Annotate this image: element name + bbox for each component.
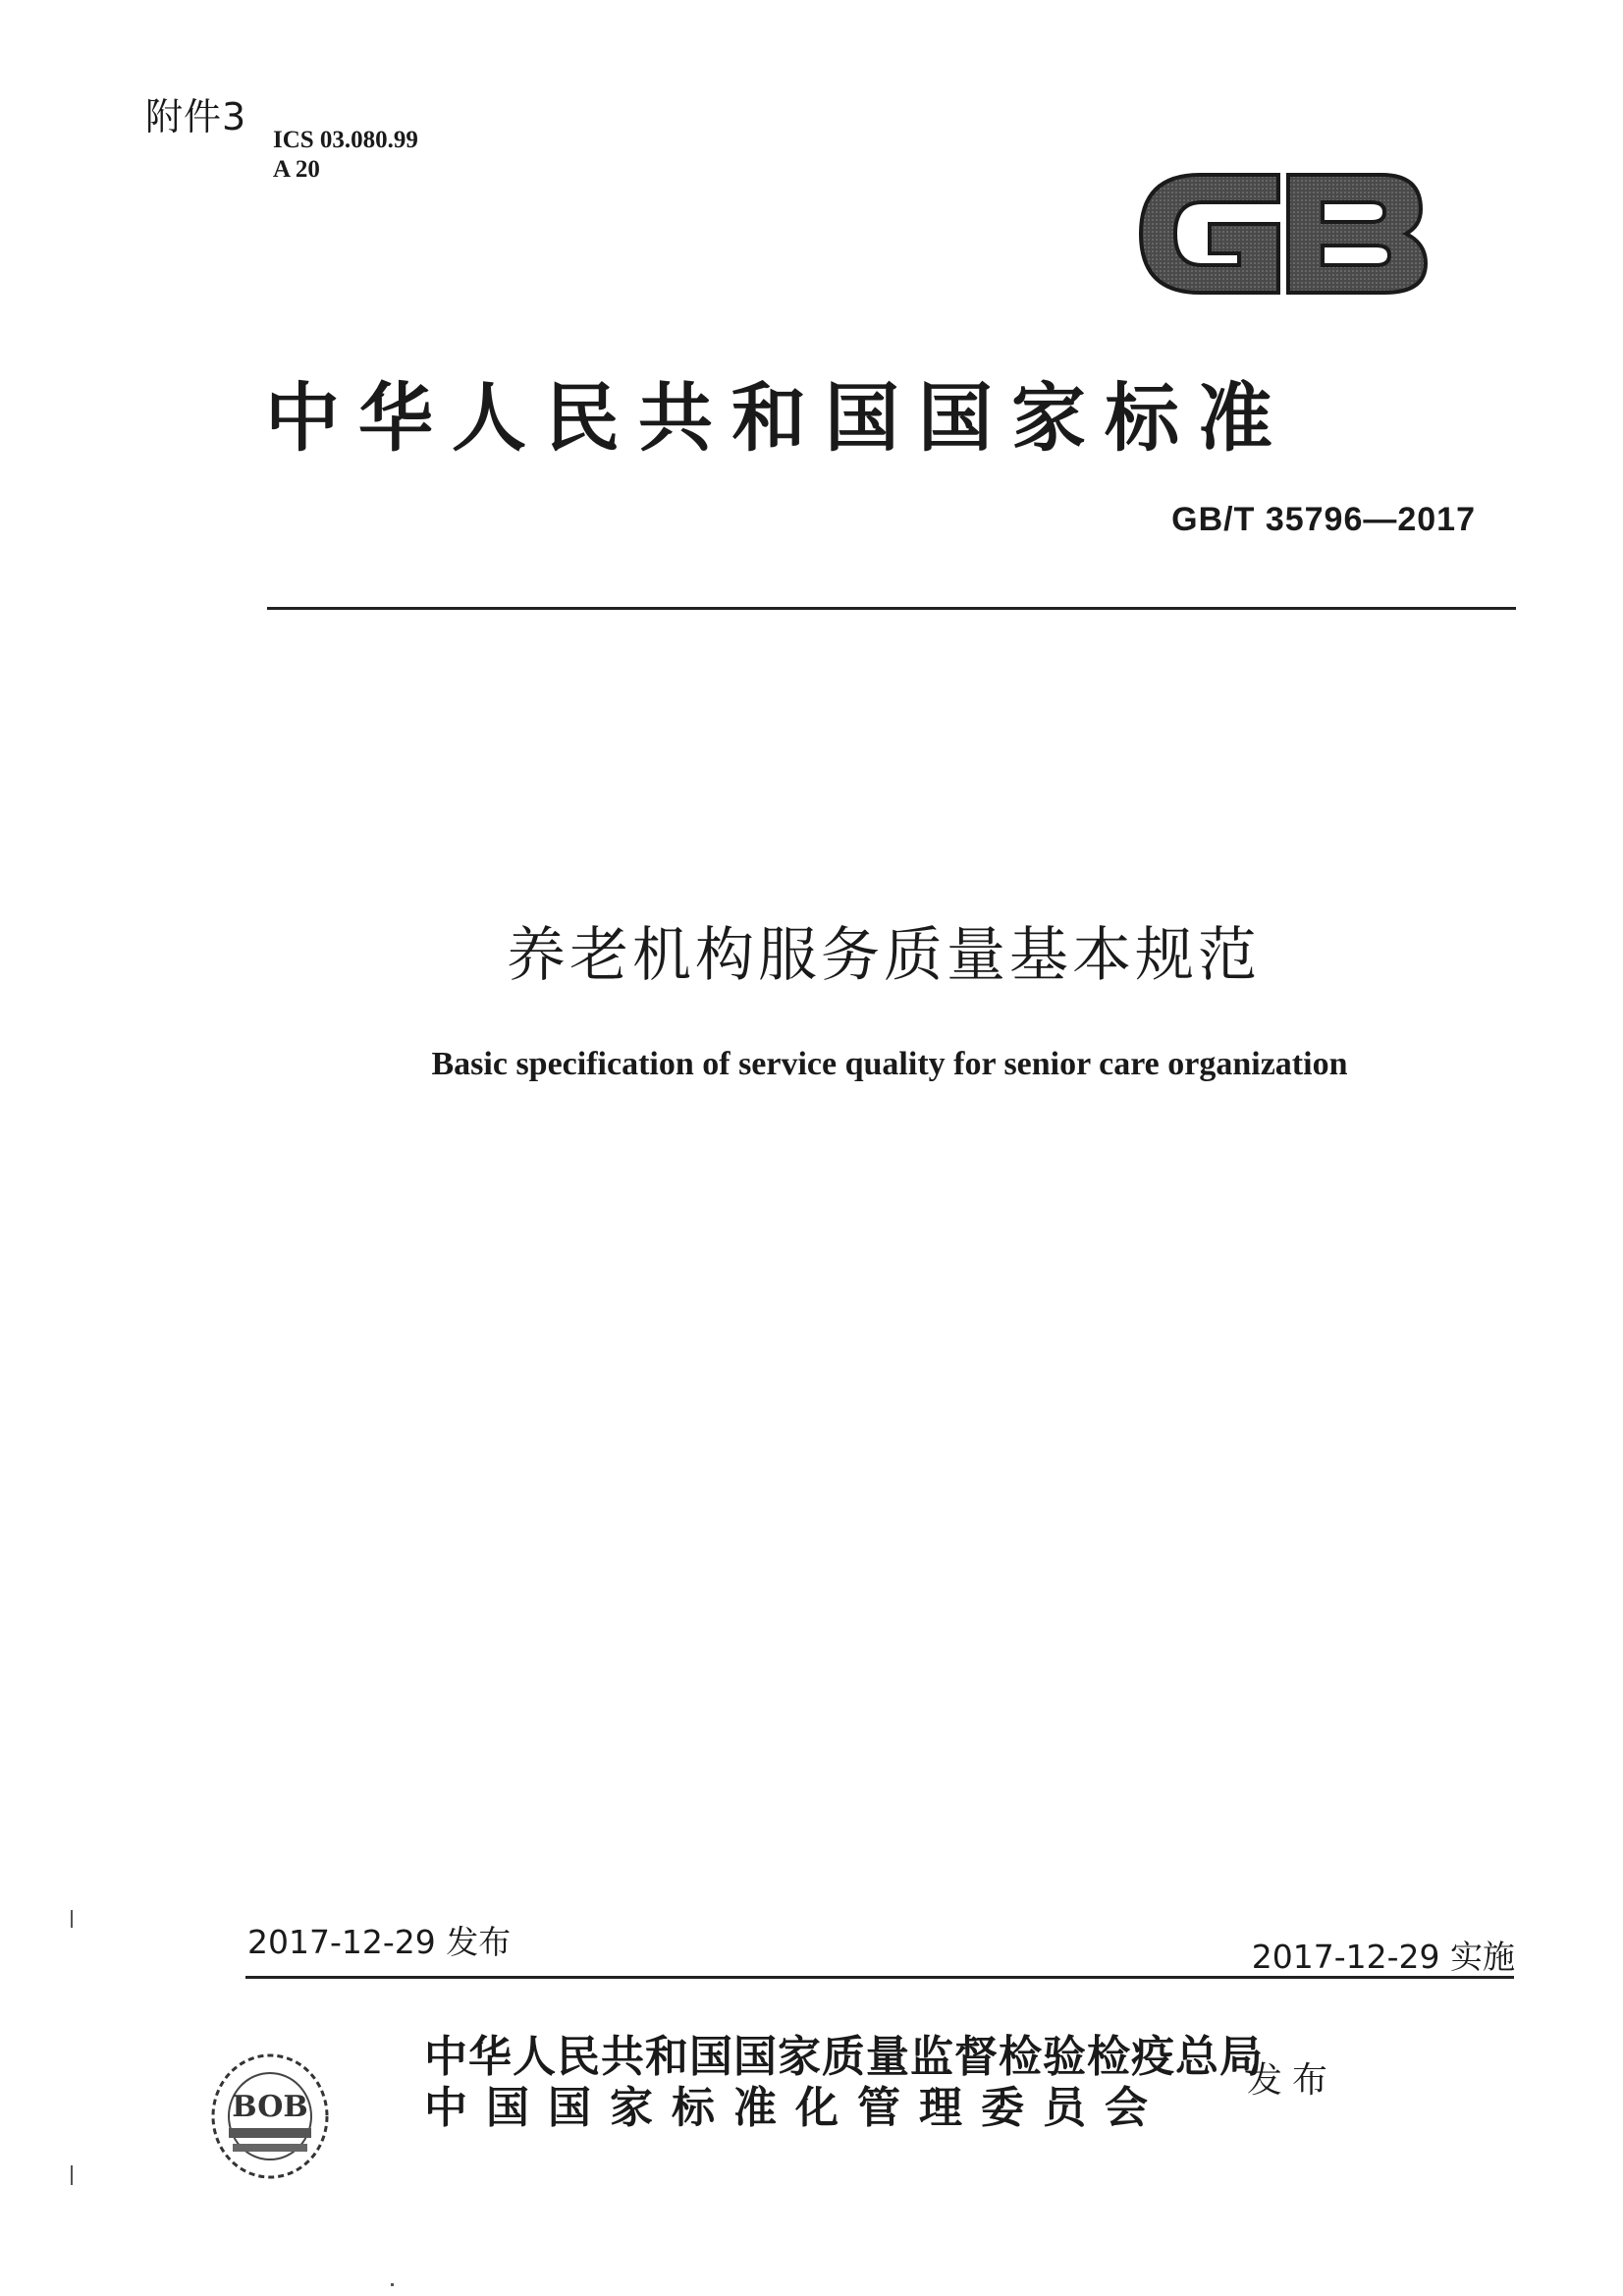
implementation-date: 2017-12-29 实施 [1251, 1938, 1515, 1976]
publish-label: 发布 [1247, 2060, 1338, 2101]
issuer-line-1: 中华人民共和国国家质量监督检验检疫总局 [424, 2032, 1264, 2082]
standard-number: GB/T 35796—2017 [1171, 501, 1476, 538]
document-title-en: Basic specification of service quality for senior care organization [431, 1046, 1348, 1082]
scan-mark [71, 2165, 73, 2185]
ccs-code: A 20 [273, 156, 320, 183]
country-standard-title: 中华人民共和国国家标准 [265, 374, 1291, 462]
classification-codes [273, 126, 418, 185]
gb-logo [1131, 155, 1435, 312]
stamp-text: BOB [232, 2090, 308, 2124]
issue-date: 2017-12-29 发布 [247, 1923, 512, 1961]
scan-mark [71, 1910, 73, 1928]
issuer-line-2: 中国国家标准化管理委员会 [424, 2083, 1166, 2133]
scan-mark [391, 2283, 394, 2286]
stamp-seal [191, 2018, 349, 2195]
bottom-divider [245, 1976, 1514, 1979]
attachment-label: 附件3 [145, 95, 247, 138]
document-title-zh: 养老机构服务质量基本规范 [507, 921, 1261, 990]
top-divider [267, 607, 1516, 610]
ics-code: ICS 03.080.99 [273, 127, 418, 153]
